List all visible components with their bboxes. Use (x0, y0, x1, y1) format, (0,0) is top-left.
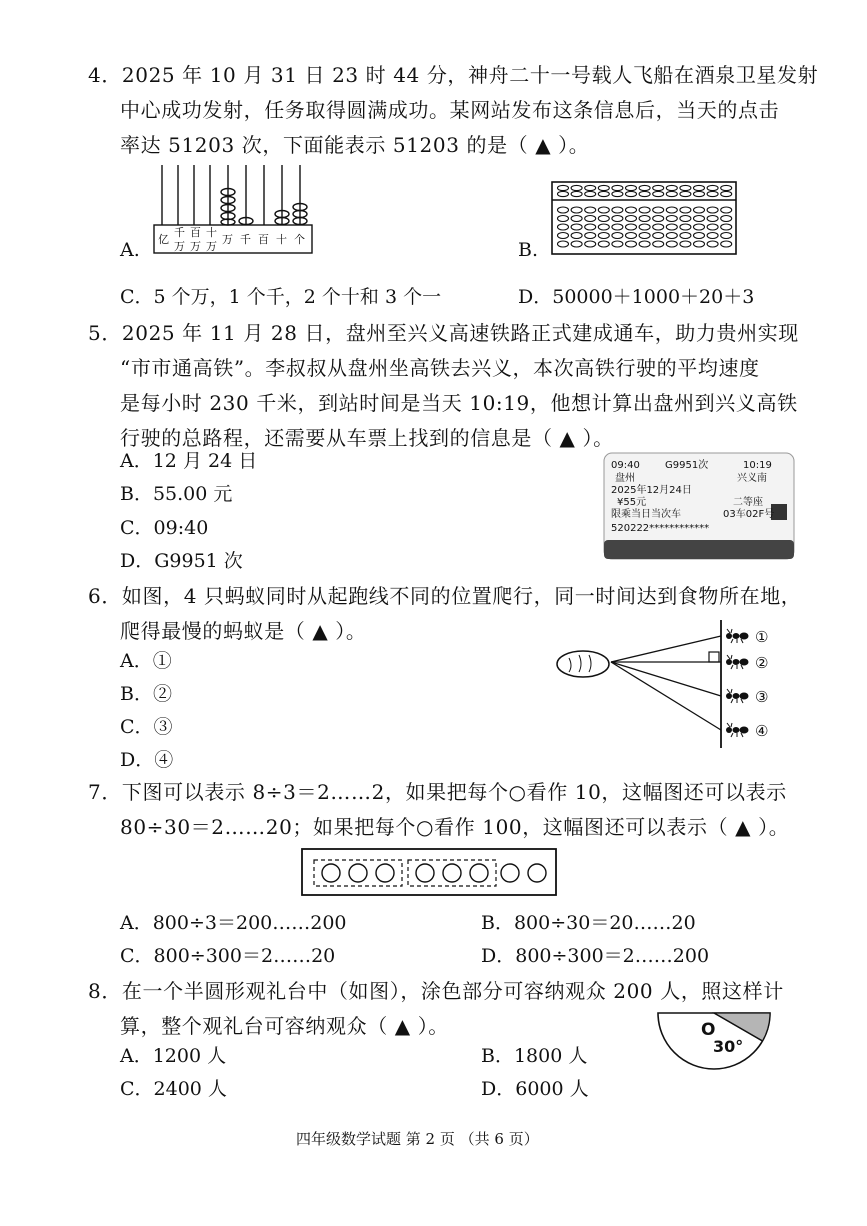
q7-line-1: 7．下图可以表示 8÷3＝2……2，如果把每个○看作 10，这幅图还可以表示 (88, 780, 787, 804)
abacus-bead (571, 241, 582, 247)
abacus-bead (721, 224, 732, 230)
circle-grouping-figure (300, 847, 560, 899)
q7-option-b: B．800÷30＝20……20 (481, 912, 696, 934)
abacus-bead (639, 241, 650, 247)
svg-text:百: 百 (258, 233, 269, 246)
abacus-bead (680, 207, 691, 213)
abacus-bead (666, 207, 677, 213)
svg-text:十: 十 (276, 233, 287, 246)
ticket-departure-time: 09:40 (611, 460, 640, 471)
q8-option-c: C．2400 人 (120, 1078, 227, 1100)
abacus-bead (598, 216, 609, 222)
abacus-bead (680, 185, 691, 190)
q7-line-2: 80÷30＝2……20；如果把每个○看作 100，这幅图还可以表示（ ▲ ）。 (120, 815, 790, 839)
ant-label-4: ④ (755, 722, 769, 740)
abacus-bead (721, 233, 732, 239)
q4-option-c: C．5 个万，1 个千，2 个十和 3 个一 (120, 286, 442, 308)
train-ticket (603, 452, 795, 560)
q7-option-a: A．800÷3＝200……200 (120, 912, 347, 934)
ticket-date: 2025年12月24日 (611, 485, 692, 496)
abacus-bead (707, 207, 718, 213)
abacus-bead (585, 233, 596, 239)
ticket-id: 520222************ (611, 523, 710, 534)
ant-race-figure (555, 612, 785, 752)
abacus-bead (626, 224, 637, 230)
abacus-bead (612, 233, 623, 239)
svg-text:十: 十 (206, 226, 217, 239)
abacus-bead (598, 233, 609, 239)
ticket-train-number: G9951次 (665, 460, 709, 471)
ant-label-3: ③ (755, 688, 769, 706)
abacus-bead (585, 216, 596, 222)
abacus-bead (666, 216, 677, 222)
ticket-from: 盘州 (615, 473, 635, 484)
abacus-bead (666, 185, 677, 190)
abacus-bead (626, 207, 637, 213)
abacus-bead (585, 224, 596, 230)
abacus-bead (707, 185, 718, 190)
abacus-bead (653, 233, 664, 239)
abacus-bead (571, 216, 582, 222)
q5-option-a: A．12 月 24 日 (120, 450, 258, 472)
abacus-bead (639, 216, 650, 222)
abacus-bead (558, 224, 569, 230)
ticket-price: ¥55元 (617, 497, 647, 508)
abacus-bead (666, 191, 677, 196)
q4-line-1: 4．2025 年 10 月 31 日 23 时 44 分，神舟二十一号载人飞船在酒泉卫星发射 (88, 63, 819, 87)
q7-option-c: C．800÷300＝2……20 (120, 945, 336, 967)
ticket-class: 二等座 (733, 497, 763, 508)
abacus-bead (626, 191, 637, 196)
abacus-bead (639, 224, 650, 230)
abacus-bead (558, 241, 569, 247)
q5-line-3: 是每小时 230 千米，到站时间是当天 10:19，他想计算出盘州到兴义高铁 (120, 391, 798, 415)
abacus-bead (666, 233, 677, 239)
abacus-bead (680, 216, 691, 222)
abacus-bead (612, 216, 623, 222)
abacus-bead (721, 241, 732, 247)
q5-option-b: B．55.00 元 (120, 483, 233, 505)
abacus-bead (653, 191, 664, 196)
semicircle-figure (655, 1008, 775, 1074)
abacus-bead (680, 233, 691, 239)
svg-text:千: 千 (174, 226, 185, 239)
page-footer: 四年级数学试题 第 2 页 （共 6 页） (296, 1130, 539, 1148)
ticket-note: 限乘当日当次车 (611, 509, 681, 520)
abacus-figure-b (550, 180, 740, 258)
q7-option-d: D．800÷300＝2……200 (481, 945, 710, 967)
q4-line-3: 率达 51203 次，下面能表示 51203 的是（ ▲ ）。 (120, 133, 590, 157)
abacus-bead (653, 185, 664, 190)
abacus-bead (694, 233, 705, 239)
abacus-bead (694, 224, 705, 230)
abacus-bead (721, 191, 732, 196)
q6-line-2: 爬得最慢的蚂蚁是（ ▲ ）。 (120, 619, 367, 643)
q4-option-d: D．50000＋1000＋20＋3 (518, 286, 755, 308)
q8-line-2: 算，整个观礼台可容纳观众（ ▲ ）。 (120, 1014, 449, 1038)
svg-text:个: 个 (294, 233, 305, 246)
abacus-bead (598, 241, 609, 247)
abacus-bead (571, 224, 582, 230)
q4-line-2: 中心成功发射，任务取得圆满成功。某网站发布这条信息后，当天的点击 (120, 98, 780, 122)
q5-option-c: C．09:40 (120, 517, 209, 539)
abacus-bead (612, 207, 623, 213)
abacus-bead (612, 241, 623, 247)
q5-option-d: D．G9951 次 (120, 550, 243, 572)
q5-line-4: 行驶的总路程，还需要从车票上找到的信息是（ ▲ ）。 (120, 426, 614, 450)
abacus-bead (639, 207, 650, 213)
q5-line-2: “市市通高铁”。李叔叔从盘州坐高铁去兴义，本次高铁行驶的平均速度 (120, 356, 760, 380)
abacus-bead (694, 216, 705, 222)
abacus-bead (707, 216, 718, 222)
abacus-bead (626, 185, 637, 190)
abacus-bead (666, 241, 677, 247)
svg-text:万: 万 (222, 233, 233, 246)
q8-option-a: A．1200 人 (120, 1045, 227, 1067)
abacus-bead (571, 233, 582, 239)
abacus-bead (598, 224, 609, 230)
ant-label-2: ② (755, 654, 769, 672)
abacus-bead (585, 191, 596, 196)
svg-text:万: 万 (206, 240, 217, 253)
q6-option-b: B．② (120, 683, 172, 705)
abacus-bead (680, 241, 691, 247)
q8-line-1: 8．在一个半圆形观礼台中（如图），涂色部分可容纳观众 200 人，照这样计 (88, 979, 784, 1003)
right-angle-mark (709, 652, 719, 662)
abacus-label: 亿 (158, 233, 169, 246)
q6-line-1: 6．如图，4 只蚂蚁同时从起跑线不同的位置爬行，同一时间达到食物所在地， (88, 584, 802, 608)
abacus-bead (598, 185, 609, 190)
q6-option-d: D．④ (120, 749, 174, 771)
abacus-bead (653, 224, 664, 230)
svg-text:万: 万 (190, 240, 201, 253)
abacus-bead (680, 191, 691, 196)
abacus-bead (721, 207, 732, 213)
q8-option-d: D．6000 人 (481, 1078, 589, 1100)
abacus-bead (612, 191, 623, 196)
bread-icon (557, 651, 609, 677)
abacus-bead (721, 216, 732, 222)
abacus-bead (598, 207, 609, 213)
abacus-bead (694, 185, 705, 190)
abacus-bead (707, 191, 718, 196)
abacus-bead (626, 216, 637, 222)
abacus-figure-a (150, 160, 320, 260)
ticket-seat: 03车02F号 (723, 509, 775, 520)
abacus-bead (585, 207, 596, 213)
abacus-bead (598, 191, 609, 196)
abacus-bead (707, 233, 718, 239)
abacus-bead (694, 241, 705, 247)
svg-text:百: 百 (190, 226, 201, 239)
abacus-bead (707, 224, 718, 230)
abacus-bead (612, 224, 623, 230)
abacus-bead (721, 185, 732, 190)
abacus-bead (639, 185, 650, 190)
abacus-bead (653, 241, 664, 247)
abacus-bead (639, 191, 650, 196)
angle-label: 30° (713, 1037, 744, 1056)
abacus-bead (571, 191, 582, 196)
abacus-bead (707, 241, 718, 247)
abacus-bead (653, 207, 664, 213)
center-label: O (701, 1020, 716, 1040)
ticket-to: 兴义南 (737, 473, 767, 484)
abacus-bead (626, 233, 637, 239)
abacus-bead (558, 185, 569, 190)
abacus-bead (680, 224, 691, 230)
q6-option-c: C．③ (120, 716, 173, 738)
abacus-bead (666, 224, 677, 230)
abacus-bead (558, 233, 569, 239)
abacus-bead (558, 207, 569, 213)
abacus-bead (626, 241, 637, 247)
q4-option-a-label: A. (120, 239, 140, 261)
abacus-bead (694, 207, 705, 213)
ticket-arrival-time: 10:19 (743, 460, 772, 471)
abacus-bead (571, 207, 582, 213)
abacus-bead (612, 185, 623, 190)
q5-line-1: 5．2025 年 11 月 28 日，盘州至兴义高速铁路正式建成通车，助力贵州实现 (88, 321, 799, 345)
ant-label-1: ① (755, 628, 769, 646)
abacus-bead (585, 185, 596, 190)
abacus-bead (558, 191, 569, 196)
svg-text:千: 千 (240, 233, 251, 246)
abacus-bead (653, 216, 664, 222)
abacus-bead (558, 216, 569, 222)
abacus-bead (585, 241, 596, 247)
q8-option-b: B．1800 人 (481, 1045, 588, 1067)
svg-text:万: 万 (174, 240, 185, 253)
abacus-bead (571, 185, 582, 190)
q4-option-b-label: B. (518, 239, 539, 261)
abacus-bead (639, 233, 650, 239)
q6-option-a: A．① (120, 650, 172, 672)
abacus-bead (694, 191, 705, 196)
ant-icons (726, 629, 749, 737)
